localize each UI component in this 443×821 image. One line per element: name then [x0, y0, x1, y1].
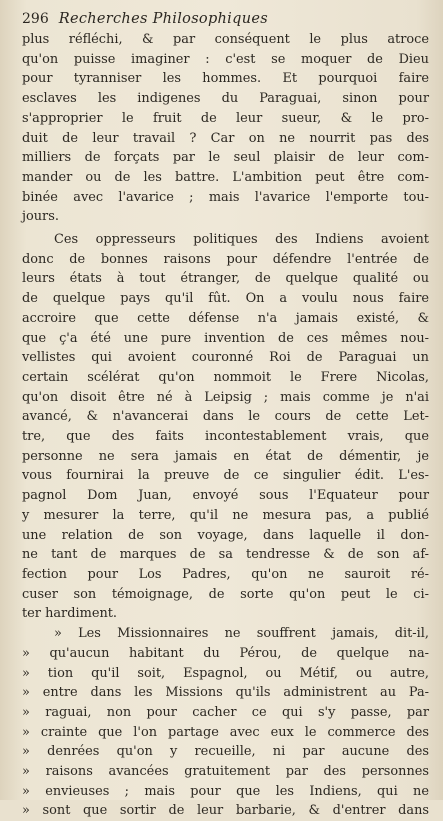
text-line: s'approprier le fruit de leur sueur, & le pro-: [22, 110, 429, 126]
text-line: pour tyranniser les hommes. Et pourquoi faire: [22, 71, 429, 87]
text-line: personne ne sera jamais en état de démentir, je: [22, 448, 429, 464]
running-header: [22, 10, 429, 30]
text-line: leurs états à tout étranger, de quelque qualité ou: [22, 271, 429, 287]
text-line: milliers de forçats par le seul plaisir de leur com-: [22, 150, 429, 166]
text-line: ne tant de marques de sa tendresse & de son af-: [22, 547, 429, 563]
text-line: vous fournirai la preuve de ce singulier édit. L'es-: [22, 468, 429, 484]
text-line: plus réfléchi, & par conséquent le plus atroce: [22, 32, 429, 47]
body-text: [22, 30, 429, 821]
text-line: une relation de son voyage, dans laquelle il don-: [22, 527, 429, 543]
running-title: Recherches Philosophiques: [58, 11, 268, 27]
text-line: qu'on puisse imaginer : c'est se moquer de Dieu: [22, 51, 429, 67]
quote-line: » raguai, non pour cacher ce qui s'y passe, par: [22, 704, 429, 720]
quote-line: » qu'aucun habitant du Pérou, de quelque na-: [22, 645, 429, 661]
text-line: fection pour Los Padres, qu'on ne sauroit ré-: [22, 566, 429, 582]
text-line: mander ou de les battre. L'ambition peut être com-: [22, 169, 429, 185]
quote-line: » raisons avancées gratuitement par des personnes: [22, 764, 429, 780]
text-line: cuser son témoignage, de sorte qu'on peut le ci-: [22, 586, 429, 602]
quote-line: » Les Missionnaires ne souffrent jamais, dit-il,: [54, 626, 429, 642]
quote-line: » denrées qu'on y recueille, ni par aucune des: [22, 744, 429, 760]
text-line: qu'on disoit être né à Leipsig ; mais comme je n'ai: [22, 389, 429, 405]
text-line: certain scélérat qu'on nommoit le Frere Nicolas,: [22, 369, 429, 385]
quote-line: » envieuses ; mais pour que les Indiens, qui ne: [22, 783, 429, 799]
text-line: duit de leur travail ? Car on ne nourrit pas des: [22, 130, 429, 146]
text-line: donc de bonnes raisons pour défendre l'entrée de: [22, 251, 429, 267]
text-line: tre, que des faits incontestablement vrais, que: [22, 429, 429, 445]
quote-line: » tion qu'il soit, Espagnol, ou Métif, ou autre,: [22, 665, 429, 681]
text-line: y mesurer la terre, qu'il ne mesura pas, a publié: [22, 507, 429, 523]
text-line: Ces oppresseurs politiques des Indiens avoient: [54, 232, 429, 248]
text-line: jours.: [22, 209, 59, 225]
text-line: que ç'a été une pure invention de ces mêmes nou-: [22, 330, 429, 346]
page-number: 296: [22, 11, 49, 27]
text-line: de quelque pays qu'il fût. On a voulu nous faire: [22, 291, 429, 307]
text-line: avancé, & n'avancerai dans le cours de cette Let-: [22, 409, 429, 425]
quote-line: » entre dans les Missions qu'ils administrent au Pa-: [22, 685, 429, 701]
text-line: esclaves les indigenes du Paraguai, sinon pour: [22, 91, 429, 107]
text-line: binée avec l'avarice ; mais l'avarice l'emporte tou-: [22, 189, 429, 205]
text-line: ter hardiment.: [22, 606, 118, 622]
quote-line: » sont que sortir de leur barbarie, & d'entrer dans: [22, 803, 429, 819]
quote-line: » crainte que l'on partage avec eux le commerce des: [22, 724, 429, 740]
text-line: accroire que cette défense n'a jamais existé, &: [22, 310, 429, 326]
text-line: vellistes qui avoient couronné Roi de Paraguai un: [22, 350, 429, 366]
text-line: pagnol Dom Juan, envoyé sous l'Equateur pour: [22, 488, 429, 504]
